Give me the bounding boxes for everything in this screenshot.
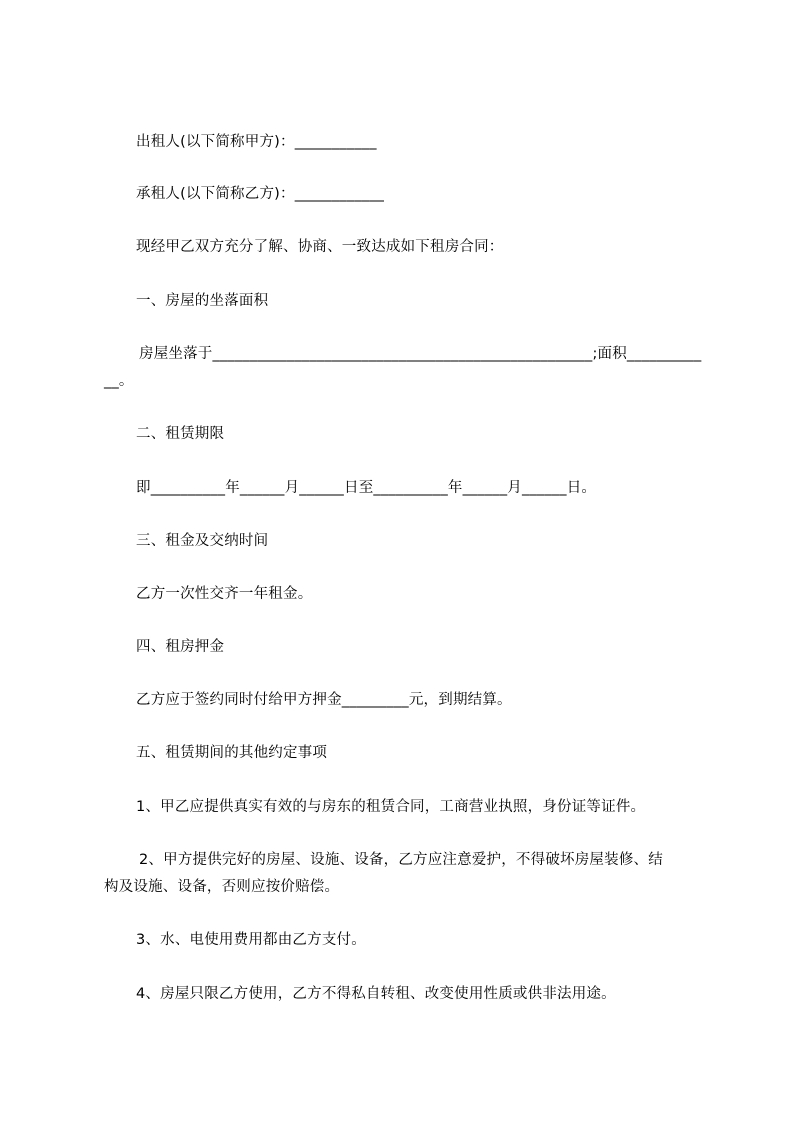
clause-4-line: 4、房屋只限乙方使用，乙方不得私自转租、改变使用性质或供非法用途。 [136, 986, 616, 1002]
house-location-line-continued: __。 [104, 373, 134, 389]
deposit-line: 乙方应于签约同时付给甲方押金_________元，到期结算。 [136, 692, 512, 708]
lessor-line: 出租人(以下简称甲方)：___________ [136, 134, 377, 150]
clause-3-line: 3、水、电使用费用都由乙方支付。 [136, 932, 366, 948]
clause-1-line: 1、甲乙应提供真实有效的与房东的租赁合同，工商营业执照，身份证等证件。 [136, 799, 646, 815]
section-5-heading: 五、租赁期间的其他约定事项 [136, 745, 328, 761]
section-1-heading: 一、房屋的坐落面积 [136, 293, 269, 309]
clause-2-line: 2、甲方提供完好的房屋、设施、设备，乙方应注意爱护，不得破坏房屋装修、结 [139, 852, 663, 868]
section-2-heading: 二、租赁期限 [136, 426, 225, 442]
section-4-heading: 四、租房押金 [136, 639, 225, 655]
rent-payment-line: 乙方一次性交齐一年租金。 [136, 586, 313, 602]
lease-term-line: 即__________年______月______日至__________年______月______日。 [136, 480, 597, 496]
clause-2-line-continued: 构及设施、设备，否则应按价赔偿。 [104, 879, 340, 895]
house-location-line: 房屋坐落于___________________________________________________;面积__________ [139, 346, 702, 362]
section-3-heading: 三、租金及交纳时间 [136, 533, 269, 549]
lessee-line: 承租人(以下简称乙方)：____________ [136, 186, 385, 202]
preamble-line: 现经甲乙双方充分了解、协商、一致达成如下租房合同： [136, 239, 504, 255]
